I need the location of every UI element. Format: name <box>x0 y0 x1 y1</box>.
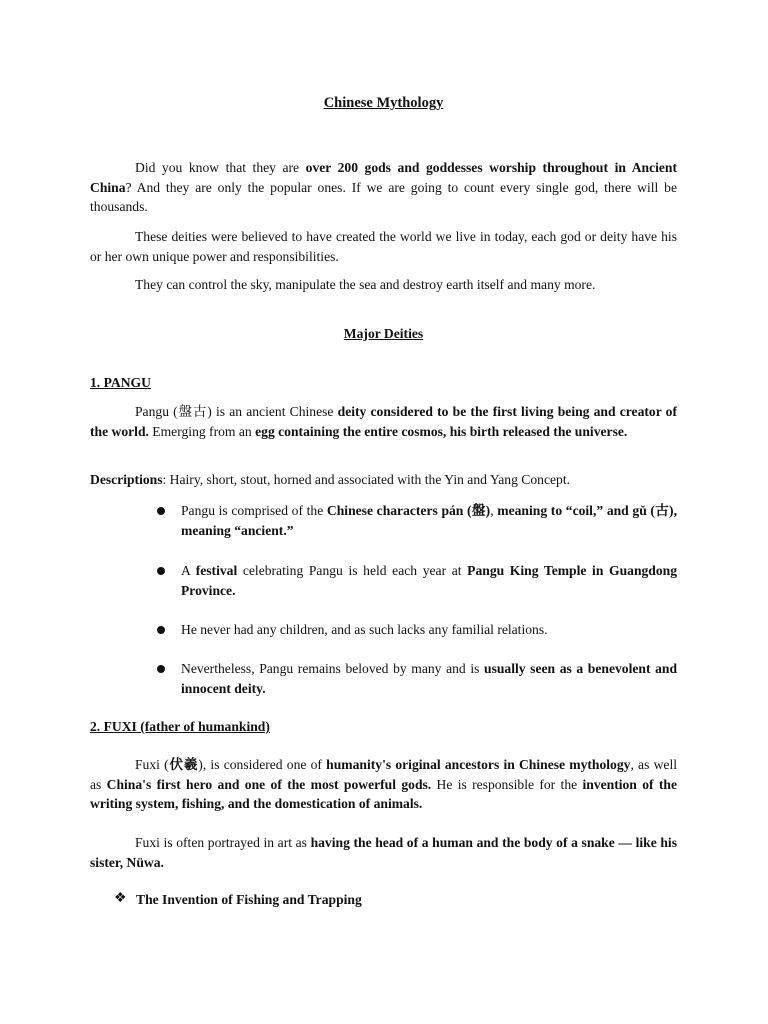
intro-paragraph-3: They can control the sky, manipulate the sea and destroy earth itself and many more. <box>135 277 596 292</box>
bullet-icon <box>157 567 165 575</box>
fuxi-paragraph-2: Fuxi is often portrayed in art as having the head of a human and the body of a snake — like his sister, Nüwa. <box>90 835 677 870</box>
pangu-bullet-2: A festival celebrating Pangu is held each year at Pangu King Temple in Guangdong Province. <box>181 563 678 598</box>
page-title: Chinese Mythology <box>323 95 444 111</box>
intro-paragraph-1: Did you know that they are over 200 gods and goddesses worship throughout in Ancient China? And they are only the popular ones. If we are going to count every single god, there will be thousands. <box>90 160 678 214</box>
pangu-bullet-3: He never had any children, and as such lacks any familial relations. <box>181 622 548 637</box>
pangu-bullet-4: Nevertheless, Pangu remains beloved by many and is usually seen as a benevolent and innocent deity. <box>181 661 678 696</box>
bullet-icon <box>157 665 165 673</box>
fuxi-heading: 2. FUXI (father of humankind) <box>90 719 270 734</box>
bullet-icon <box>157 626 165 634</box>
fuxi-paragraph-1: Fuxi (伏羲), is considered one of humanity's original ancestors in Chinese mythology, as well as China's first hero and one of the most powerful gods. He is responsible for the invention of the writing system, fishing, and the domestication of animals. <box>90 757 677 811</box>
pangu-heading: 1. PANGU <box>90 375 151 390</box>
major-deities-heading: Major Deities <box>343 326 424 341</box>
pangu-paragraph: Pangu (盤古) is an ancient Chinese deity considered to be the first living being and creator of the world. Emerging from an egg containing the entire cosmos, his birth released the universe. <box>90 404 677 439</box>
pangu-bullet-1: Pangu is comprised of the Chinese characters pán (盤), meaning to “coil,” and gǔ (古), meaning “ancient.” <box>181 503 677 538</box>
bullet-icon <box>157 507 165 515</box>
intro-paragraph-2: These deities were believed to have created the world we live in today, each god or deity have his or her own unique power and responsibilities. <box>90 229 677 264</box>
pangu-descriptions: Descriptions: Hairy, short, stout, horned and associated with the Yin and Yang Concept. <box>90 472 570 487</box>
diamond-bullet-icon: ❖ <box>114 891 127 906</box>
fuxi-sub-heading: The Invention of Fishing and Trapping <box>136 892 362 907</box>
